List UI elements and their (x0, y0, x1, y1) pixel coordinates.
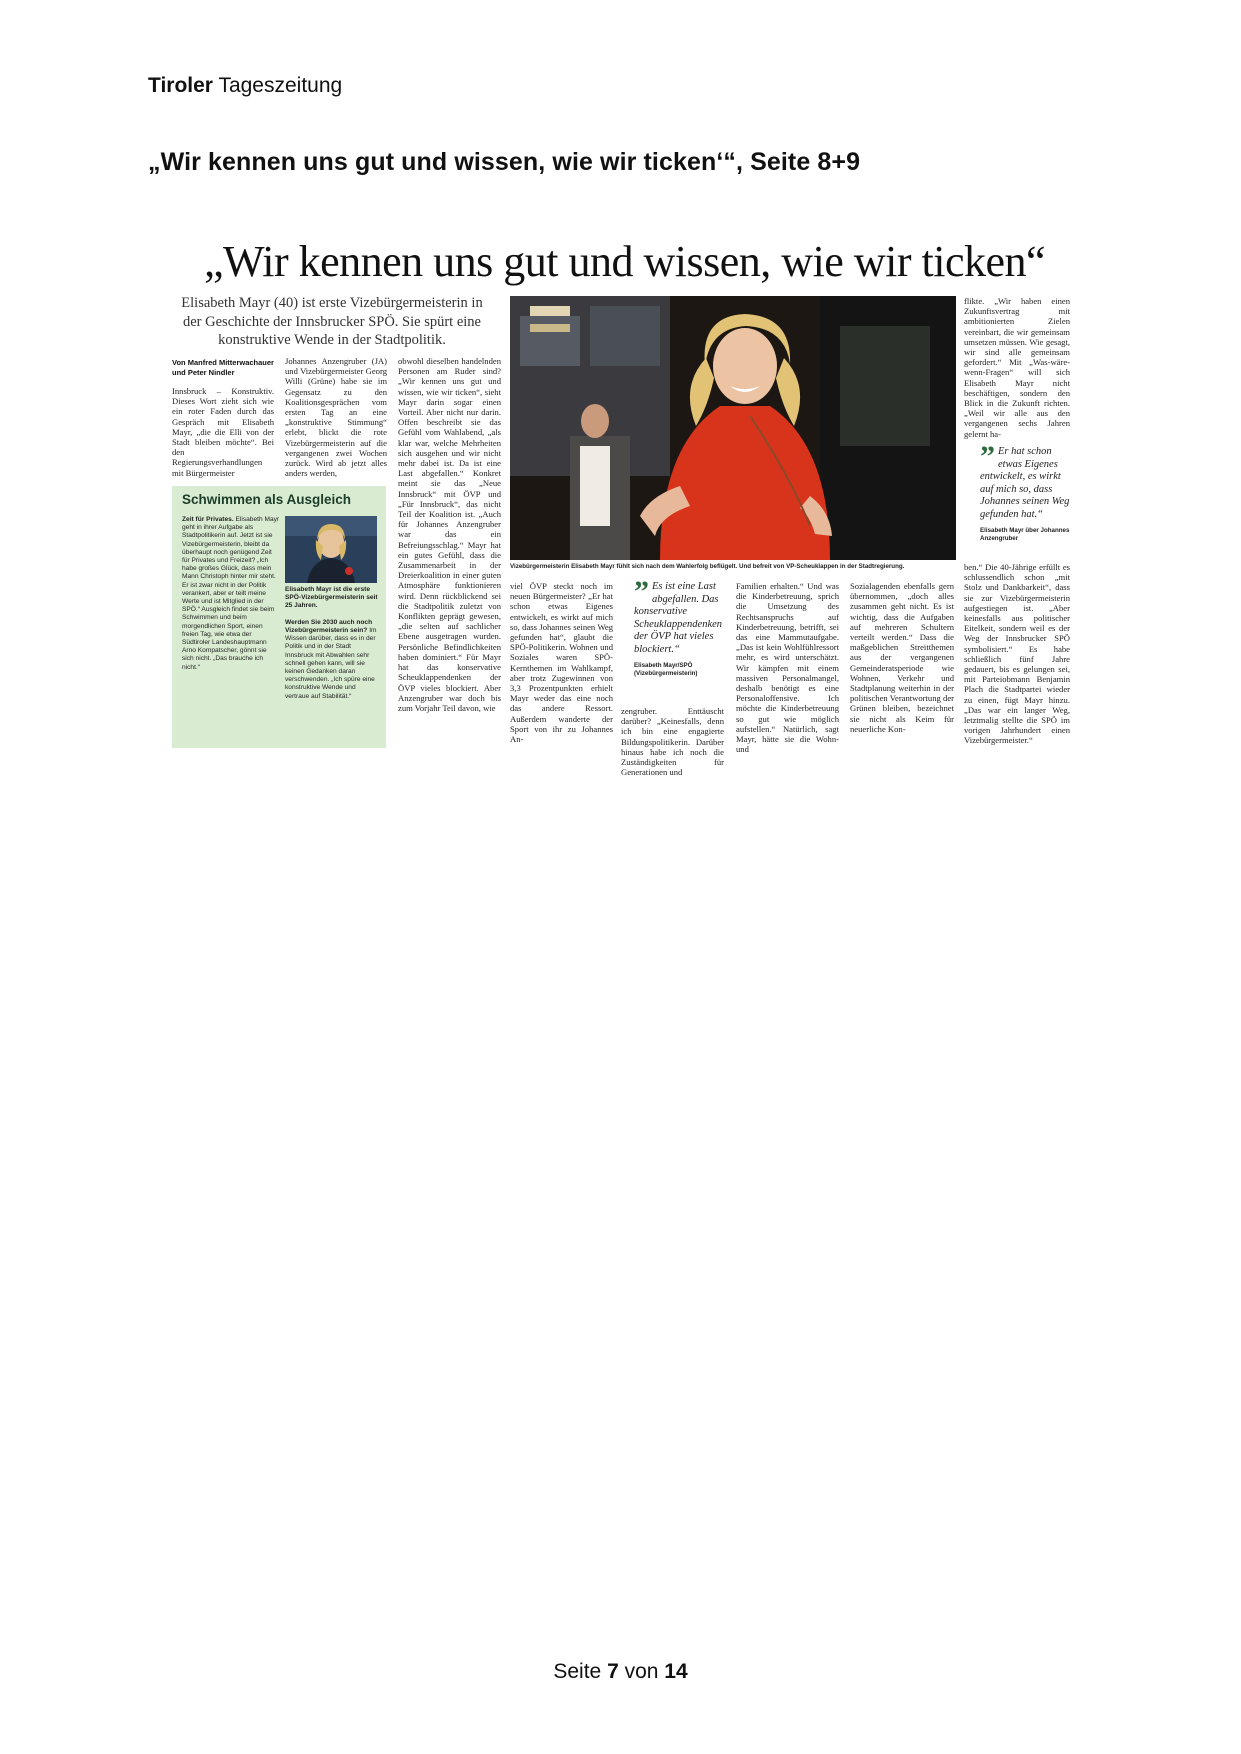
boxout-text (182, 516, 280, 672)
column-2-text: Johannes Anzengruber (JA) und Vizebürgermeister Georg Willi (Grüne) habe sie im Gegensatz zu den Koalitionsgesprächen vom ersten Tag an eine „konstruktive Stimmung“ erlebt, blickt die rote Vizebürgermeisterin auf die vergangenen zwei Wochen zurück. Wird ab jetzt alles anders werden, (285, 356, 387, 479)
column-9-text: flikte. „Wir haben einen Zukunftsvertrag mit ambitionierten Zielen vereinbart, die wir gemeinsam umsetzen müssen. Wie gesagt, wir sind alle gemeinsam gefordert.“ Mit „Was-wäre-wenn-Fragen“ will sich Elisabeth Mayr nicht beschäftigen, sondern den Blick in die Zukunft richten. „Weil wir alle aus den vergangenen sechs Jahren gelernt ha- (964, 296, 1070, 439)
column-5-text: zengruber. Enttäuscht darüber? „Keinesfalls, denn ich bin eine engagierte Bildungspolitikerin. Darüber hinaus habe ich noch die Zuständigkeiten für Generationen und (621, 706, 724, 778)
publication-name-bold: Tiroler (148, 74, 213, 97)
article-column-4 (510, 581, 613, 744)
article-column-6 (736, 581, 839, 754)
footer-prefix: Seite (553, 1660, 602, 1683)
article-column-5 (621, 706, 724, 777)
article-column-9 (964, 296, 1070, 439)
column-6-text: Familien erhalten.“ Und was die Kinderbetreuung, sprich die Umsetzung des Rechtsanspruchs auf Kinderbetreuung, betrifft, sei das eine Mammutaufgabe. „Das ist kein Wohlfühlressort mehr, es wird unterschätzt. Wir kämpfen mit einem massiven Personalmangel, deshalb benötigt es eine Personaloffensive. Ich möchte die Kinderbetreuung so gut wie möglich aufstellen.“ Natürlich, sagt Mayr, hätte sie die Wohn- und (736, 581, 839, 755)
pull-quote-1 (634, 575, 730, 677)
publication-header (148, 74, 342, 98)
main-photo (510, 296, 956, 560)
column-1-text: Innsbruck – Konstruktiv. Dieses Wort zieht sich wie ein roter Faden durch das Gespräch mit Elisabeth Mayr, „die die Elli von der Stadt bleiben möchte“. Bei den Regierungsverhandlungen mit Bürgermeister (172, 386, 274, 478)
pull-quote-2 (980, 440, 1072, 542)
article-column-3 (398, 356, 501, 713)
boxout-answer: Im Wissen darüber, dass es in der Politik und in der Stadt Innsbruck mit Abwahlen sehr schnell gehen kann, will sie keinen Gedanken daran verschwenden. „Ich spüre eine konstruktive Wende und vertraue auf Stabilität.“ (285, 627, 377, 700)
column-7-text: Sozialagenden ebenfalls gern übernommen, „doch alles zusammen geht nicht. Es ist wichtig, dass die Aufgaben auf mehreren Schultern verteilt werden.“ Dass die maßgeblichen Streitthemen aus der vergangenen Gemeinderatsperiode wie Wohnen, Verkehr und Stadtplanung weiterhin in der politischen Verantwortung der Grünen bleiben, bezeichnet sie nicht als Keim für neuerliche Kon- (850, 581, 954, 734)
pull-quote-2-text: Er hat schon etwas Eigenes entwickelt, es wirkt auf mich so, dass Johannes seinen Weg gefunden hat.“ (980, 446, 1070, 520)
footer-total-pages: 14 (664, 1660, 688, 1683)
article-headline: „Wir kennen uns gut und wissen, wie wir ticken“ (203, 237, 1046, 286)
page-footer (0, 1660, 1241, 1684)
pull-quote-1-source: Elisabeth Mayr/SPÖ (Vizebürgermeisterin) (634, 662, 698, 677)
boxout-body: Elisabeth Mayr geht in ihrer Aufgabe als Stadtpolitikerin auf. Jetzt ist sie Vizebürgermeisterin, bleibt da überhaupt noch genügend Zeit für Privates und Freizeit? „Ich habe großes Glück, dass mein Mann Christoph hinter mir steht. Er ist zwar nicht in der Politik verankert, aber er teilt meine Werte und ist Mitglied in der SPÖ.“ Ausgleich findet sie beim Schwimmen und beim morgendlichen Sport, einen freien Tag, wie etwa der Südtiroler Landeshauptmann Arno Kompatscher, gönnt sie sich nicht. „Das brauche ich nicht.“ (182, 516, 280, 671)
photo-illustration (510, 296, 956, 560)
photo-caption: Vizebürgermeisterin Elisabeth Mayr fühlt sich nach dem Wahlerfolg beflügelt. Und befreit von VP-Scheuklappen in der Stadtregierung. (510, 563, 905, 570)
boxout-portrait-photo (285, 516, 377, 583)
footer-middle: von (624, 1660, 659, 1683)
pull-quote-1-text: Es ist eine Last abgefallen. Das konservative Scheuklappendenken der ÖVP hat vieles blockiert.“ (634, 581, 723, 655)
column-8-text: ben.“ Die 40-Jährige erfüllt es schlussendlich schon „mit Stolz und Dankbarkeit“, dass sie zur Vizebürgermeisterin aufgestiegen ist. „Aber keinesfalls aus politischer Eitelkeit, sondern weil es der Weg der Innsbrucker SPÖ symbolisiert.“ Es habe schließlich fünf Jahre gedauert, bis es gelungen sei, mit Parteiobmann Benjamin Plach die Stadtpartei wieder zu einen, fügt Mayr hinzu. „Das war ein langer Weg, letztmalig stellte die SPÖ im vorigen Jahrhundert einen Vizebürgermeister.“ (964, 562, 1070, 746)
quote-mark-icon: ” (980, 440, 995, 473)
quote-mark-icon: ” (634, 575, 649, 608)
article-column-2 (285, 356, 387, 478)
boxout-photo-caption: Elisabeth Mayr ist die erste SPÖ-Vizebürgermeisterin seit 25 Jahren. (285, 586, 378, 610)
newspaper-clipping (172, 236, 1077, 778)
publication-name-rest: Tageszeitung (218, 74, 343, 97)
sidebar-boxout (172, 486, 386, 748)
pull-quote-2-source: Elisabeth Mayr über Johannes Anzengruber (980, 527, 1070, 542)
article-column-8 (964, 562, 1070, 746)
column-4-text: viel ÖVP steckt noch im neuen Bürgermeister? „Er hat schon etwas Eigenes entwickelt, es wirkt auf mich so, dass Johannes seinen Weg gefunden hat“, glaubt die SPÖ-Politikerin. Wohnen und Soziales waren SPÖ-Kernthemen im Wahlkampf, aber trotz Zugewinnen von 3,3 Prozentpunkten erhielt Mayr weder das eine noch das andere Ressort. Außerdem wanderte der Sport von ihr zu Johannes An- (510, 581, 613, 745)
boxout-title: Schwimmen als Ausgleich (182, 492, 352, 507)
article-byline: Von Manfred Mitterwachauer und Peter Nindler (172, 358, 274, 377)
article-column-1 (172, 386, 274, 478)
footer-current-page: 7 (607, 1660, 619, 1683)
article-column-7 (850, 581, 954, 734)
boxout-text-right (285, 586, 381, 701)
document-title: „Wir kennen uns gut und wissen, wie wir ticken‘“, Seite 8+9 (148, 148, 861, 176)
article-subhead: Elisabeth Mayr (40) ist erste Vizebürgermeisterin in der Geschichte der Innsbrucker SPÖ. Sie spürt eine konstruktive Wende in der Stadtpolitik. (181, 295, 483, 348)
boxout-lead: Zeit für Privates. (182, 516, 234, 523)
portrait-illustration (285, 516, 377, 583)
column-3-text: obwohl dieselben handelnden Personen am Ruder sind? „Wir kennen uns gut und wissen, wie wir ticken“, sieht Mayr darin sogar einen Vorteil. Aber nicht nur darin. Offen beschreibt sie das Gefühl vom Wahlabend, „als klar war, welche Mehrheiten sich ausgehen und wir nicht mehr dabei ist. Da ist eine Last abgefallen.“ Konkret meint sie das „Neue Innsbruck“ mit ÖVP und „Für Innsbruck“, das nicht Teil der Koalition ist. „Auch für Johannes Anzengruber war das ein Befreiungsschlag.“ Mayr hat ein gutes Gefühl, dass die Zusammenarbeit in der Dreierkoalition in einer guten Atmosphäre funktionieren wird. Denn rückblickend sei die Stadtpolitik zuletzt von Konflikten geprägt gewesen, „die selten auf sachlicher Ebene ausgetragen wurden. Persönliche Befindlichkeiten haben dominiert.“ Für Mayr hat das konservative Scheuklappendenken der ÖVP vieles blockiert. Aber Anzengruber war doch bis zum Vorjahr Teil davon, wie (398, 356, 501, 713)
boxout-question: Werden Sie 2030 auch noch Vizebürgermeisterin sein? (285, 618, 373, 635)
